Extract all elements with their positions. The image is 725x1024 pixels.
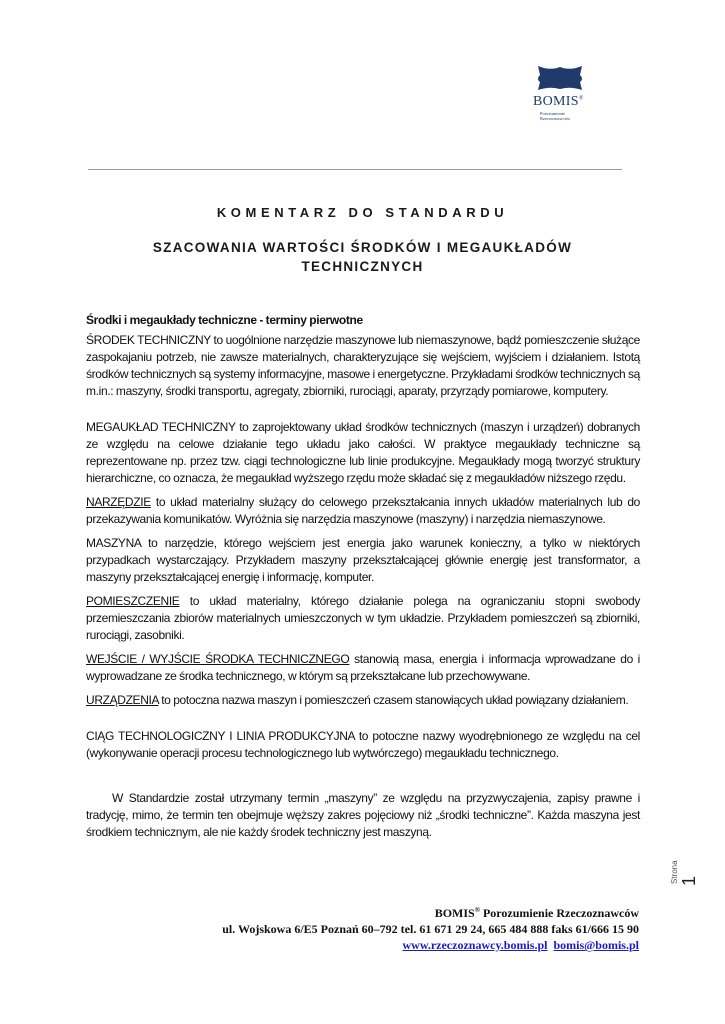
page-marker <box>670 840 699 886</box>
definition-urzadzenia: URZĄDZENIA to potoczna nazwa maszyn i pomieszczeń czasem stanowiących układ powiązany działaniem. <box>86 693 629 707</box>
email-link[interactable]: bomis@bomis.pl <box>553 938 639 952</box>
document-body <box>86 312 640 841</box>
term: ŚRODEK TECHNICZNY <box>86 333 211 347</box>
definition-megauklad-techniczny: MEGAUKŁAD TECHNICZNY to zaprojektowany układ środków technicznych (maszyn i urządzeń) dobranych ze względu na celowe działanie tego układu jako całości. W praktyce megaukłady techniczne są reprezentowane np. przez tzw. ciągi technologiczne lub linie produkcyjne. Megaukłady mogą tworzyć struktury hierarchiczne, co oznacza, że megaukład wyższego rzędu może składać się z megaukładów niższego rzędu. <box>86 420 640 485</box>
section-heading: Środki i megaukłady techniczne - terminy pierwotne <box>86 313 363 327</box>
website-link[interactable]: www.rzeczoznawcy.bomis.pl <box>402 938 548 952</box>
definition-wejscie-wyjscie: WEJŚCIE / WYJŚCIE ŚRODKA TECHNICZNEGO stanowią masa, energia i informacja wprowadzane do i wyprowadzane ze środka technicznego, w którym są przekształcane lub przechowywane. <box>86 652 640 683</box>
footer-org: BOMIS® Porozumienie Rzeczoznawców <box>434 906 639 920</box>
footer <box>222 902 639 953</box>
page-label: Strona <box>670 860 679 884</box>
term: URZĄDZENIA <box>86 693 159 707</box>
bomis-logo <box>532 64 592 121</box>
document-kicker: KOMENTARZ DO STANDARDU <box>216 205 509 220</box>
definition-maszyna: MASZYNA to narzędzie, którego wejściem jest energia jako warunek konieczny, a tylko w niektórych przypadkach wystarczający. Przykładem maszyny przekształcającej głównie energię jest transformator, a maszyny przekształcającej energię i informację, komputer. <box>86 536 640 584</box>
term: CIĄG TECHNOLOGICZNY I LINIA PRODUKCYJNA <box>86 729 355 743</box>
definition-narzedzie: NARZĘDZIE to układ materialny służący do celowego przekształcania innych układów materialnych lub do przekazywania komunikatów. Wyróżnia się narzędzia maszynowe (maszyny) i narzędzia niemaszynowe. <box>86 495 640 526</box>
header-divider <box>88 169 622 170</box>
standard-note-paragraph: W Standardzie został utrzymany termin „maszyny” ze względu na przyzwyczajenia, zapisy prawne i tradycję, mimo, że termin ten obejmuje węższy zakres pojęciowy niż „środki techniczne”. Każda maszyna jest środkiem technicznym, ale nie każdy środek techniczny jest maszyną. <box>86 791 640 839</box>
term: MASZYNA <box>86 536 141 550</box>
logo-emblem-icon <box>532 64 588 92</box>
term: NARZĘDZIE <box>86 495 151 509</box>
logo-subtitle: Porozumienie Rzeczoznawców <box>540 111 571 121</box>
definition-ciag-technologiczny: CIĄG TECHNOLOGICZNY I LINIA PRODUKCYJNA to potoczne nazwy wyodrębnionego ze względu na cel (wykonywanie operacji procesu technologicznego lub wytwórczego) megaukładu technicznego. <box>86 729 640 760</box>
logo-wordmark: BOMIS® <box>533 94 584 109</box>
page-number: 1 <box>679 875 699 886</box>
term: WEJŚCIE / WYJŚCIE ŚRODKA TECHNICZNEGO <box>86 652 350 666</box>
term: POMIESZCZENIE <box>86 594 180 608</box>
footer-address: ul. Wojskowa 6/E5 Poznań 60–792 tel. 61 671 29 24, 665 484 888 faks 61/666 15 90 <box>222 922 639 936</box>
term: MEGAUKŁAD TECHNICZNY <box>86 420 236 434</box>
footer-links <box>222 937 639 953</box>
definition-srodek-techniczny: ŚRODEK TECHNICZNY to uogólnione narzędzie maszynowe lub niemaszynowe, bądź pomieszczenie służące zaspokajaniu potrzeb, nie zawsze materialnych, charakteryzujące się wejściem, wyjściem i działaniem. Istotą środków technicznych są systemy informacyjne, masowe i energetyczne. Przykładami środków technicznych są m.in.: maszyny, środki transportu, agregaty, zbiorniki, rurociągi, aparaty, przyrządy pomiarowe, komputery. <box>86 333 640 398</box>
definition-pomieszczenie: POMIESZCZENIE to układ materialny, którego działanie polega na ograniczaniu stopni swobody przemieszczania zbiorów materialnych umieszczonych w tym układzie. Przykładem pomieszczeń są zbiorniki, rurociągi, zasobniki. <box>86 594 640 642</box>
document-title: SZACOWANIA WARTOŚCI ŚRODKÓW I MEGAUKŁADÓW TECHNICZNYCH <box>152 240 573 274</box>
